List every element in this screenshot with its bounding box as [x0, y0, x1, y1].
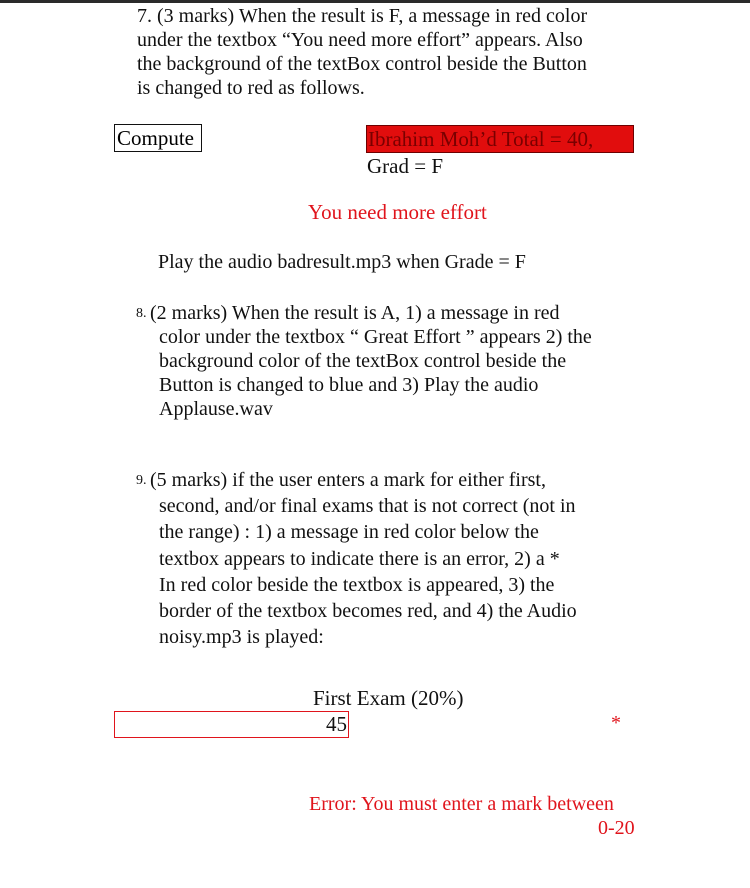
q9-number: 9. — [136, 473, 147, 488]
q8-line-2: color under the textbox “ Great Effort ” appears 2) the — [159, 326, 592, 348]
q9-line-2: second, and/or final exams that is not correct (not in — [159, 495, 576, 518]
q9-line-4: textbox appears to indicate there is an error, 2) a * — [159, 547, 560, 570]
error-message-line-2: 0-20 — [598, 817, 635, 839]
error-message-line-1: Error: You must enter a mark between — [309, 793, 614, 815]
result-textbox[interactable]: Ibrahim Moh’d Total = 40, — [366, 125, 634, 153]
compute-button[interactable]: Compute — [114, 124, 202, 152]
q7-text — [137, 4, 587, 100]
q9-text — [150, 467, 577, 650]
q7-line-2: under the textbox “You need more effort” appears. Also — [137, 29, 583, 51]
grade-text: Grad = F — [367, 154, 444, 178]
q8-line-3: background color of the textBox control beside the — [159, 350, 567, 372]
error-asterisk: * — [611, 712, 621, 734]
q9-line-1: (5 marks) if the user enters a mark for either first, — [150, 469, 546, 491]
top-border — [0, 0, 750, 3]
q8-number: 8. — [136, 306, 147, 321]
q8-line-4: Button is changed to blue and 3) Play the audio — [159, 374, 539, 396]
q9-line-3: the range) : 1) a message in red color below the — [159, 521, 539, 544]
q9-line-5: In red color beside the textbox is appeared, 3) the — [159, 573, 555, 596]
q9-line-7: noisy.mp3 is played: — [159, 626, 324, 649]
q8-text — [150, 301, 592, 421]
q8-line-1: (2 marks) When the result is A, 1) a message in red — [150, 302, 560, 324]
q8-line-5: Applause.wav — [159, 398, 273, 420]
q7-line-3: the background of the textBox control beside the Button — [137, 53, 587, 75]
first-exam-label: First Exam (20%) — [313, 686, 464, 710]
effort-message: You need more effort — [308, 200, 487, 224]
q9-line-6: border of the textbox becomes red, and 4) the Audio — [159, 600, 577, 623]
audio-note: Play the audio badresult.mp3 when Grade = F — [158, 251, 526, 273]
first-exam-input[interactable] — [114, 711, 349, 738]
q7-line-4: is changed to red as follows. — [137, 77, 365, 99]
q7-line-1: 7. (3 marks) When the result is F, a message in red color — [137, 5, 588, 27]
